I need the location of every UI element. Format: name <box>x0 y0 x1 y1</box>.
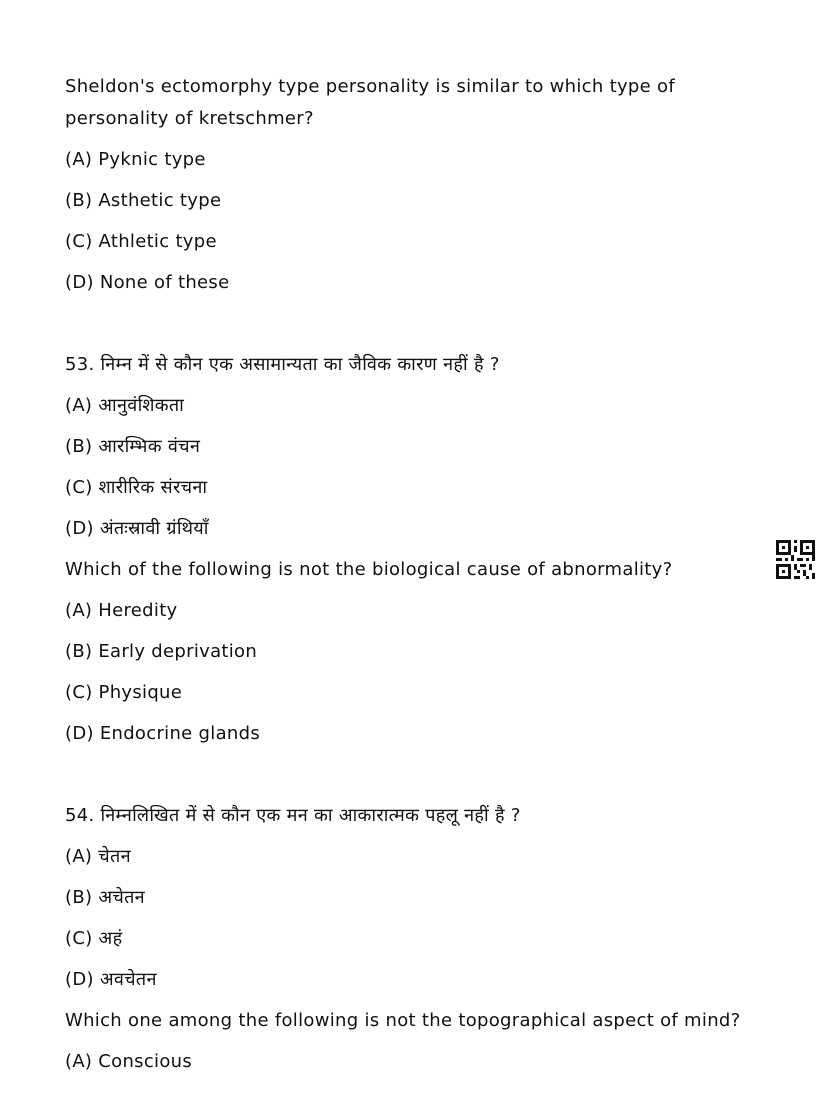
q53-option-a-hindi: (A) आनुवंशिकता <box>65 395 185 416</box>
q52-option-b: (B) Asthetic type <box>65 190 222 211</box>
q54-option-a-hindi: (A) चेतन <box>65 846 131 867</box>
q53-option-b: (B) Early deprivation <box>65 641 258 662</box>
q53-option-c-hindi: (C) शारीरिक संरचना <box>65 477 208 498</box>
q53-option-b-hindi: (B) आरम्भिक वंचन <box>65 436 201 457</box>
q54-option-c-hindi: (C) अहं <box>65 928 123 949</box>
q54-question-english: Which one among the following is not the topographical aspect of mind? <box>65 1010 741 1031</box>
q52-option-c: (C) Athletic type <box>65 231 217 252</box>
q54-option-b-hindi: (B) अचेतन <box>65 887 145 908</box>
q53-option-a: (A) Heredity <box>65 600 178 621</box>
q52-question-line-1: Sheldon's ectomorphy type personality is similar to which type of <box>65 76 675 97</box>
q52-option-d: (D) None of these <box>65 272 230 293</box>
q54-option-d-hindi: (D) अवचेतन <box>65 969 157 990</box>
q54-question-hindi: 54. निम्नलिखित में से कौन एक मन का आकारात्मक पहलू नहीं है ? <box>65 805 521 826</box>
q53-option-d: (D) Endocrine glands <box>65 723 261 744</box>
q54-option-a: (A) Conscious <box>65 1051 193 1072</box>
q53-option-d-hindi: (D) अंतःस्रावी ग्रंथियाँ <box>65 518 209 539</box>
q52-option-a: (A) Pyknic type <box>65 149 206 170</box>
q52-question-line-2: personality of kretschmer? <box>65 108 314 129</box>
q53-option-c: (C) Physique <box>65 682 183 703</box>
q53-question-hindi: 53. निम्न में से कौन एक असामान्यता का जैविक कारण नहीं है ? <box>65 354 500 375</box>
q53-question-english: Which of the following is not the biological cause of abnormality? <box>65 559 673 580</box>
qr-code-icon <box>776 540 815 579</box>
